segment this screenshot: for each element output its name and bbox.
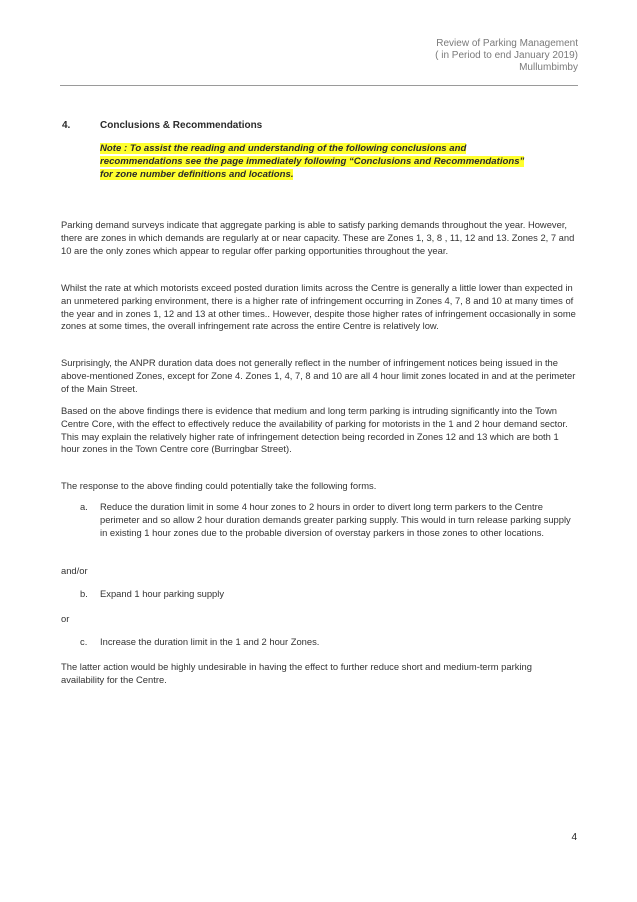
header-location: Mullumbimby <box>519 62 578 73</box>
note-line-1: Note : To assist the reading and understanding of the following conclusions and <box>100 143 467 154</box>
page-number: 4 <box>571 832 577 843</box>
paragraph-demand-surveys: Parking demand surveys indicate that aggregate parking is able to satisfy parking demands throughout the year. However, there are zones in which demands are regularly at or near capacity. These are Zones 1, 3, 8 , 11, 12 and 13. Zones 2, 7 and 10 are the only zones which appear to regular offer parking opportunities throughout the year. <box>61 219 575 256</box>
highlighted-note <box>100 142 540 181</box>
paragraph-anpr-data: Surprisingly, the ANPR duration data does not generally reflect in the number of infringement notices being issued in the above-mentioned Zones, except for Zone 4. Zones 1, 4, 7, 8 and 10 are all 4 hour limit zones located in and at the perimeter of the Main Street. <box>61 357 576 394</box>
paragraph-response: The response to the above finding could potentially take the following forms. <box>61 480 377 491</box>
list-marker: c. <box>80 636 88 647</box>
list-text: Reduce the duration limit in some 4 hour zones to 2 hours in order to divert long term parkers to the Centre perimeter and so allow 2 hour duration demands greater parking supply. This would in turn release parking supply in existing 1 hour zones due to the probable diversion of overstay parkers in those zones to other locations. <box>100 501 571 538</box>
list-item <box>80 588 577 601</box>
section-title: Conclusions & Recommendations <box>100 120 263 131</box>
paragraph-findings: Based on the above findings there is evidence that medium and long term parking is intruding significantly into the Town Centre Core, with the effect to effectively reduce the availability of parking for motorists in the 1 and 2 hour demand sector. This may explain the relatively higher rate of infringement detection being recorded in Zones 12 and 13 which are both 1 hour zones in the Town Centre core (Burringbar Street). <box>61 405 568 455</box>
list-item <box>80 501 577 539</box>
note-line-2: recommendations see the page immediately following “Conclusions and Recommendations” <box>100 156 525 167</box>
paragraph-infringement-rate: Whilst the rate at which motorists exceed posted duration limits across the Centre is generally a little lower than expected in an unmetered parking environment, there is a higher rate of infringement occurring in Zones 4, 7, 8 and 10 at many times of the year and in zones 1, 12 and 13 at other times.. However, despite those higher rates of infringement occasionally in some zones at some times, the overall infringement rate across the entire Centre is relatively low. <box>61 282 576 332</box>
section-number: 4. <box>62 120 71 131</box>
paragraph-latter-action: The latter action would be highly undesirable in having the effect to further reduce short and medium-term parking availability for the Centre. <box>61 661 532 685</box>
list-text: Increase the duration limit in the 1 and 2 hour Zones. <box>100 636 320 647</box>
connector-or: or <box>61 613 70 624</box>
list-marker: b. <box>80 588 88 599</box>
header-divider <box>60 85 578 86</box>
connector-andor: and/or <box>61 565 88 576</box>
header-period: ( in Period to end January 2019) <box>435 50 578 61</box>
list-text: Expand 1 hour parking supply <box>100 588 225 599</box>
running-header <box>435 38 578 74</box>
section-heading <box>62 120 262 131</box>
header-title: Review of Parking Management <box>436 38 578 49</box>
note-line-3: for zone number definitions and locations. <box>100 169 294 180</box>
list-item <box>80 636 577 649</box>
list-marker: a. <box>80 501 88 512</box>
